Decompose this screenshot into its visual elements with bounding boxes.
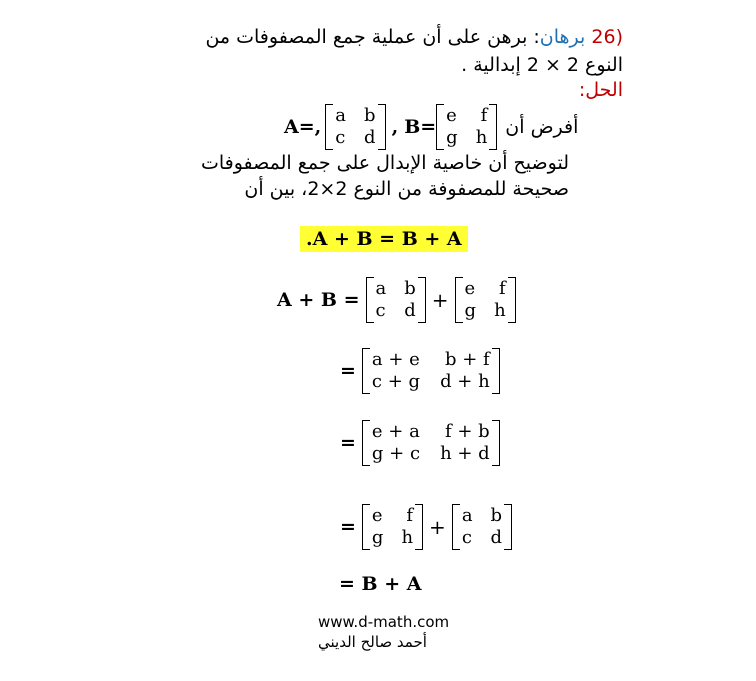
- problem-keyword: برهان: [539, 26, 586, 48]
- problem-line-2: النوع 2 × 2 إبدالية .: [461, 54, 623, 76]
- plus-sign: +: [431, 288, 449, 312]
- matrix-step1-left: a b c d: [366, 277, 426, 323]
- equals-sign: =: [340, 432, 356, 454]
- goal-highlight: .A + B = B + A: [300, 228, 468, 250]
- matrix-step4-right: a b c d: [452, 504, 512, 550]
- plus-sign: +: [429, 515, 446, 539]
- footer-author: أحمد صالح الديني: [318, 633, 427, 651]
- solution-label: الحل:: [578, 79, 623, 101]
- assume-line: [284, 104, 578, 150]
- equals-sign: =: [340, 360, 356, 382]
- explain-line-1: لتوضيح أن خاصية الإبدال على جمع المصفوفات: [200, 152, 569, 174]
- problem-line-1: [205, 26, 623, 48]
- B-label: B=: [404, 116, 437, 138]
- comma: ,: [314, 116, 322, 138]
- assume-text: أفرض أن: [505, 116, 579, 138]
- matrix-sum: a + e b + f c + g d + h: [362, 348, 500, 394]
- final-result: = B + A: [339, 573, 422, 595]
- matrix-step1-right: e f g h: [455, 277, 516, 323]
- matrix-step4-left: e f g h: [362, 504, 423, 550]
- step-4: [340, 504, 512, 550]
- step-2: [340, 348, 500, 394]
- matrix-commuted-sum: e + a f + b g + c h + d: [362, 420, 500, 466]
- equals-sign: =: [340, 516, 356, 538]
- step-3: [340, 420, 500, 466]
- problem-number: (26: [591, 26, 623, 48]
- matrix-B: e f g h: [436, 104, 497, 150]
- lhs: A + B =: [277, 289, 360, 311]
- comma: ,: [391, 116, 399, 138]
- A-label: A=: [284, 116, 315, 138]
- step-1: [277, 277, 516, 323]
- footer-website: www.d-math.com: [318, 613, 450, 631]
- problem-text: : برهن على أن عملية جمع المصفوفات من: [205, 26, 540, 48]
- matrix-A: a b c d: [325, 104, 385, 150]
- explain-line-2: صحيحة للمصفوفة من النوع 2×2، بين أن: [244, 178, 569, 200]
